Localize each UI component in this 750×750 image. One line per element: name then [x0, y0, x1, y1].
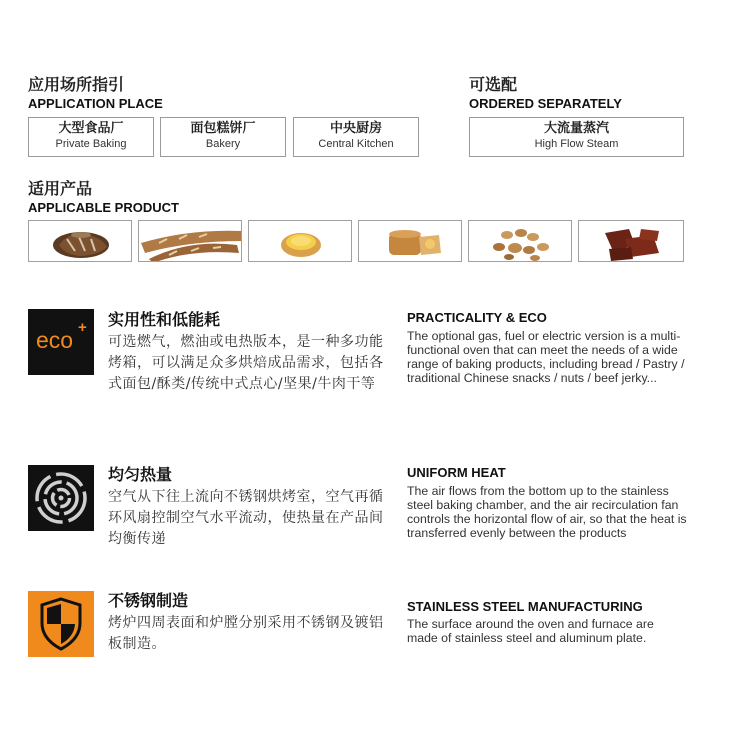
feature-title-cn: 实用性和低能耗 [108, 310, 221, 329]
product-image-nuts [468, 220, 572, 262]
shield-icon [28, 591, 94, 657]
application-title-cn: 应用场所指引 [28, 75, 125, 94]
product-image-bread [28, 220, 132, 262]
ordered-title-en: ORDERED SEPARATELY [469, 96, 622, 111]
product-image-mooncake [358, 220, 462, 262]
application-title-en: APPLICATION PLACE [28, 96, 163, 111]
feature-text-cn: 空气从下往上流向不锈钢烘烤室，空气再循环风扇控制空气水平流动，使热量在产品间均衡传递 [108, 489, 384, 547]
feature-title-cn: 均匀热量 [108, 465, 173, 484]
place-label-cn: 大型食品厂 [58, 121, 124, 136]
eco-icon-plus: + [78, 319, 87, 336]
feature-text-en: The air flows from the bottom up to the stainless steel baking chamber, and the air recirculation fan controls the horizontal flow of air, so that the heat is transferred evenly between the products [407, 484, 687, 540]
ordered-title-cn: 可选配 [469, 75, 518, 94]
feature-text-cn: 烤炉四周表面和炉膛分别采用不锈钢及镀铝板制造。 [108, 615, 384, 652]
ordered-label-cn: 大流量蒸汽 [543, 121, 609, 136]
eco-icon [28, 309, 94, 375]
place-box-private-baking [28, 117, 154, 157]
feature-title-en: UNIFORM HEAT [407, 465, 506, 480]
feature-text-en: The surface around the oven and furnace are made of stainless steel and aluminum plate. [407, 617, 654, 645]
feature-text-en: The optional gas, fuel or electric version is a multi-functional oven that can meet the needs of a wide range of baking products, including bread / Pastry / traditional Chinese snacks / nuts / beef jerky... [407, 329, 685, 385]
product-image-baguettes [138, 220, 242, 262]
products-title-cn: 适用产品 [28, 179, 93, 198]
feature-title-en: STAINLESS STEEL MANUFACTURING [407, 599, 643, 614]
place-label-en: Private Baking [55, 138, 127, 150]
place-box-bakery [160, 117, 286, 157]
feature-title-cn: 不锈钢制造 [108, 591, 189, 610]
place-label-cn: 面包糕饼厂 [190, 121, 256, 136]
place-label-cn: 中央厨房 [329, 121, 382, 136]
place-box-central-kitchen [293, 117, 419, 157]
place-label-en: Central Kitchen [318, 138, 394, 150]
place-label-en: Bakery [205, 138, 241, 150]
feature-title-en: PRACTICALITY & ECO [407, 310, 547, 325]
ordered-label-en: High Flow Steam [534, 138, 619, 150]
feature-text-cn: 可选燃气，燃油或电热版本，是一种多功能烤箱，可以满足众多烘焙成品需求，包括各式面包/酥类/传统中式点心/坚果/牛肉干等 [108, 334, 384, 392]
products-title-en: APPLICABLE PRODUCT [28, 200, 179, 215]
product-image-beef-jerky [578, 220, 684, 262]
eco-icon-text: eco [36, 327, 74, 353]
concentric-heat-icon [28, 465, 94, 531]
ordered-box-steam [469, 117, 684, 157]
product-image-egg-tart [248, 220, 352, 262]
